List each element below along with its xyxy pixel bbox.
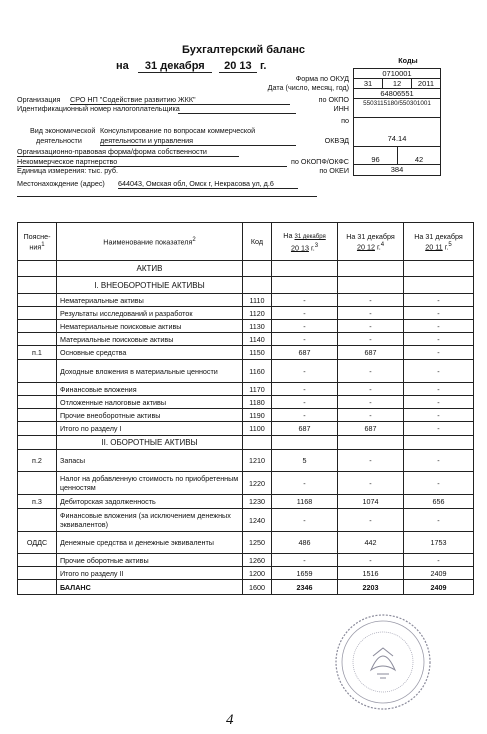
- table-row: [18, 450, 474, 472]
- code-cell: 1210: [243, 450, 272, 472]
- col-header-2013: На 31 декабря 20 13 г.$^3$: [272, 223, 338, 261]
- value-2013-cell: -: [272, 509, 338, 532]
- code-cell: 1160: [243, 360, 272, 383]
- org-label: Организация: [17, 95, 61, 104]
- empty-cell: [338, 277, 404, 294]
- value-2013-cell: -: [272, 409, 338, 422]
- po-label: по: [341, 116, 349, 125]
- indicator-name-cell: Нематериальные поисковые активы: [57, 320, 243, 333]
- value-2011-cell: -: [404, 294, 474, 307]
- table-row: [18, 346, 474, 360]
- table-row: [18, 333, 474, 346]
- location-value: 644043, Омская обл, Омск г, Некрасова ул, д.6: [118, 180, 298, 189]
- note-cell: [18, 472, 57, 495]
- table-row: [18, 360, 474, 383]
- table-row: [18, 472, 474, 495]
- value-2013-cell: 486: [272, 532, 338, 554]
- okei-value: 384: [390, 165, 404, 174]
- value-2012-cell: -: [338, 509, 404, 532]
- indicator-name-cell: Запасы: [57, 450, 243, 472]
- value-2012-cell: -: [338, 450, 404, 472]
- section-1-heading: I. ВНЕОБОРОТНЫЕ АКТИВЫ: [57, 277, 243, 294]
- table-row: [18, 580, 474, 595]
- table-row: [18, 396, 474, 409]
- date-day-month: 31 декабря: [138, 60, 212, 73]
- value-2013-cell: -: [272, 294, 338, 307]
- empty-cell: [338, 436, 404, 450]
- empty-cell: [404, 277, 474, 294]
- code-cell: 1230: [243, 495, 272, 509]
- value-2011-cell: 2409: [404, 580, 474, 595]
- value-2011-cell: 656: [404, 495, 474, 509]
- empty-cell: [272, 277, 338, 294]
- seal-stamp: [333, 612, 433, 712]
- value-2013-cell: -: [272, 472, 338, 495]
- unit-label: Единица измерения: тыс. руб.: [17, 166, 118, 175]
- code-cell: 1120: [243, 307, 272, 320]
- value-2013-cell: -: [272, 554, 338, 567]
- activity-value-1: Консультирование по вопросам коммерческой: [100, 126, 256, 135]
- empty-cell: [272, 436, 338, 450]
- inn-underline: [178, 113, 296, 114]
- value-2012-cell: 2203: [338, 580, 404, 595]
- value-2012-cell: -: [338, 320, 404, 333]
- code-cell: 1260: [243, 554, 272, 567]
- table-row: [18, 409, 474, 422]
- value-2011-cell: -: [404, 383, 474, 396]
- code-cell: 1110: [243, 294, 272, 307]
- note-cell: [18, 277, 57, 294]
- indicator-name-cell: Отложенные налоговые активы: [57, 396, 243, 409]
- value-2013-cell: 1168: [272, 495, 338, 509]
- location-label: Местонахождение (адрес): [17, 179, 105, 188]
- okopf-label: по ОКОПФ/ОКФС: [291, 157, 349, 166]
- value-2011-cell: -: [404, 422, 474, 436]
- value-2012-cell: -: [338, 307, 404, 320]
- table-row: [18, 509, 474, 532]
- value-2013-cell: -: [272, 307, 338, 320]
- value-2012-cell: -: [338, 472, 404, 495]
- note-cell: п.1: [18, 346, 57, 360]
- section-row: [18, 261, 474, 277]
- value-2013-cell: 5: [272, 450, 338, 472]
- activity-label-1: Вид экономической: [30, 126, 96, 135]
- okfs-value: 42: [398, 147, 440, 165]
- value-2012-cell: -: [338, 396, 404, 409]
- value-2011-cell: -: [404, 472, 474, 495]
- note-cell: [18, 396, 57, 409]
- indicator-name-cell: Итого по разделу I: [57, 422, 243, 436]
- indicator-name-cell: Доходные вложения в материальные ценности: [57, 360, 243, 383]
- table-row: [18, 422, 474, 436]
- table-row: [18, 554, 474, 567]
- value-2012-cell: 687: [338, 346, 404, 360]
- empty-cell: [404, 436, 474, 450]
- inn-value: 5503115180/550301001: [354, 99, 440, 118]
- indicator-name-cell: БАЛАНС: [57, 580, 243, 595]
- indicator-name-cell: Налог на добавленную стоимость по приобретенным ценностям: [57, 472, 243, 495]
- col-header-2011: На 31 декабря 20 11 г.$^5$: [404, 223, 474, 261]
- value-2012-cell: -: [338, 383, 404, 396]
- note-cell: [18, 509, 57, 532]
- note-cell: ОДДС: [18, 532, 57, 554]
- indicator-name-cell: Основные средства: [57, 346, 243, 360]
- aktiv-heading: АКТИВ: [57, 261, 243, 277]
- note-cell: [18, 383, 57, 396]
- code-cell: 1180: [243, 396, 272, 409]
- code-cell: 1190: [243, 409, 272, 422]
- empty-cell: [243, 436, 272, 450]
- location-underline: [17, 196, 317, 197]
- inn-code-label: ИНН: [333, 104, 349, 113]
- note-cell: [18, 320, 57, 333]
- table-row: [18, 383, 474, 396]
- taxpayer-id-label: Идентификационный номер налогоплательщика: [17, 104, 180, 113]
- codes-box: [353, 68, 441, 176]
- note-cell: [18, 261, 57, 277]
- value-2011-cell: -: [404, 509, 474, 532]
- table-header-row: [18, 223, 474, 261]
- code-cell: 1220: [243, 472, 272, 495]
- value-2013-cell: 687: [272, 346, 338, 360]
- indicator-name-cell: Нематериальные активы: [57, 294, 243, 307]
- value-2013-cell: -: [272, 360, 338, 383]
- indicator-name-cell: Денежные средства и денежные эквиваленты: [57, 532, 243, 554]
- value-2011-cell: -: [404, 554, 474, 567]
- activity-label-2: деятельности: [36, 136, 82, 145]
- table-row: [18, 320, 474, 333]
- okpo-value: 64806551: [354, 89, 440, 99]
- value-2011-cell: -: [404, 360, 474, 383]
- value-2011-cell: -: [404, 396, 474, 409]
- value-2011-cell: -: [404, 346, 474, 360]
- okud-value: 0710001: [354, 69, 440, 79]
- value-2011-cell: -: [404, 409, 474, 422]
- date-codes-label: Дата (число, месяц, год): [267, 83, 349, 92]
- value-2012-cell: -: [338, 554, 404, 567]
- code-cell: 1140: [243, 333, 272, 346]
- value-2013-cell: 2346: [272, 580, 338, 595]
- value-2012-cell: 1516: [338, 567, 404, 580]
- note-cell: [18, 580, 57, 595]
- indicator-name-cell: Дебиторская задолженность: [57, 495, 243, 509]
- empty-cell: [404, 261, 474, 277]
- okved-label: ОКВЭД: [324, 136, 349, 145]
- opf-value: Некоммерческое партнерство: [17, 158, 287, 167]
- value-2013-cell: 687: [272, 422, 338, 436]
- codes-header: Коды: [398, 56, 418, 65]
- page-number: 4: [226, 712, 234, 728]
- date-suffix: г.: [259, 60, 267, 72]
- document-title: Бухгалтерский баланс: [181, 44, 306, 56]
- value-2011-cell: -: [404, 320, 474, 333]
- indicator-name-cell: Прочие внеоборотные активы: [57, 409, 243, 422]
- note-cell: [18, 436, 57, 450]
- opf-label: Организационно-правовая форма/форма собственности: [17, 148, 239, 157]
- date-year-code: 2011: [412, 79, 440, 89]
- table-row: [18, 567, 474, 580]
- value-2011-cell: 2409: [404, 567, 474, 580]
- col-header-2012: На 31 декабря 20 12 г.$^4$: [338, 223, 404, 261]
- code-cell: 1250: [243, 532, 272, 554]
- col-header-note: Поясне- ния$^1$: [18, 223, 57, 261]
- code-cell: 1600: [243, 580, 272, 595]
- okpo-label: по ОКПО: [318, 95, 349, 104]
- value-2013-cell: -: [272, 333, 338, 346]
- indicator-name-cell: Прочие оборотные активы: [57, 554, 243, 567]
- table-row: [18, 294, 474, 307]
- indicator-name-cell: Финансовые вложения: [57, 383, 243, 396]
- note-cell: [18, 360, 57, 383]
- code-cell: 1200: [243, 567, 272, 580]
- code-cell: 1130: [243, 320, 272, 333]
- section-row: [18, 277, 474, 294]
- value-2012-cell: 687: [338, 422, 404, 436]
- note-cell: [18, 554, 57, 567]
- value-2012-cell: -: [338, 333, 404, 346]
- indicator-name-cell: Результаты исследований и разработок: [57, 307, 243, 320]
- empty-cell: [243, 277, 272, 294]
- okved-value: 74.14: [354, 118, 440, 147]
- okei-label: по ОКЕИ: [319, 166, 349, 175]
- value-2011-cell: 1753: [404, 532, 474, 554]
- okopf-value: 96: [354, 147, 398, 165]
- value-2012-cell: 1074: [338, 495, 404, 509]
- balance-table: [17, 222, 474, 595]
- col-header-name: Наименование показателя$^2$: [57, 223, 243, 261]
- table-row: [18, 495, 474, 509]
- value-2012-cell: -: [338, 409, 404, 422]
- table-row: [18, 307, 474, 320]
- table-body: [18, 261, 474, 595]
- note-cell: [18, 333, 57, 346]
- code-cell: 1170: [243, 383, 272, 396]
- value-2012-cell: -: [338, 294, 404, 307]
- note-cell: п.2: [18, 450, 57, 472]
- section-row: [18, 436, 474, 450]
- date-month-code: 12: [383, 79, 412, 89]
- indicator-name-cell: Материальные поисковые активы: [57, 333, 243, 346]
- indicator-name-cell: Финансовые вложения (за исключением денежных эквивалентов): [57, 509, 243, 532]
- org-value: СРО НП "Содействие развитию ЖКК": [70, 96, 290, 105]
- value-2013-cell: -: [272, 396, 338, 409]
- note-cell: [18, 294, 57, 307]
- empty-cell: [338, 261, 404, 277]
- date-day-code: 31: [354, 79, 383, 89]
- value-2013-cell: -: [272, 320, 338, 333]
- okud-label: Форма по ОКУД: [295, 74, 349, 83]
- activity-value-2: деятельности и управления: [100, 137, 296, 146]
- value-2011-cell: -: [404, 307, 474, 320]
- value-2012-cell: -: [338, 360, 404, 383]
- date-year: 20 13: [219, 60, 257, 73]
- code-cell: 1100: [243, 422, 272, 436]
- note-cell: [18, 422, 57, 436]
- value-2013-cell: 1659: [272, 567, 338, 580]
- note-cell: [18, 409, 57, 422]
- note-cell: [18, 307, 57, 320]
- value-2011-cell: -: [404, 450, 474, 472]
- indicator-name-cell: Итого по разделу II: [57, 567, 243, 580]
- balance-date: [116, 60, 267, 73]
- note-cell: п.3: [18, 495, 57, 509]
- code-cell: 1150: [243, 346, 272, 360]
- col-header-code: Код: [243, 223, 272, 261]
- section-2-heading: II. ОБОРОТНЫЕ АКТИВЫ: [57, 436, 243, 450]
- empty-cell: [272, 261, 338, 277]
- value-2011-cell: -: [404, 333, 474, 346]
- note-cell: [18, 567, 57, 580]
- table-row: [18, 532, 474, 554]
- date-prefix: на: [116, 60, 129, 72]
- empty-cell: [243, 261, 272, 277]
- value-2012-cell: 442: [338, 532, 404, 554]
- value-2013-cell: -: [272, 383, 338, 396]
- code-cell: 1240: [243, 509, 272, 532]
